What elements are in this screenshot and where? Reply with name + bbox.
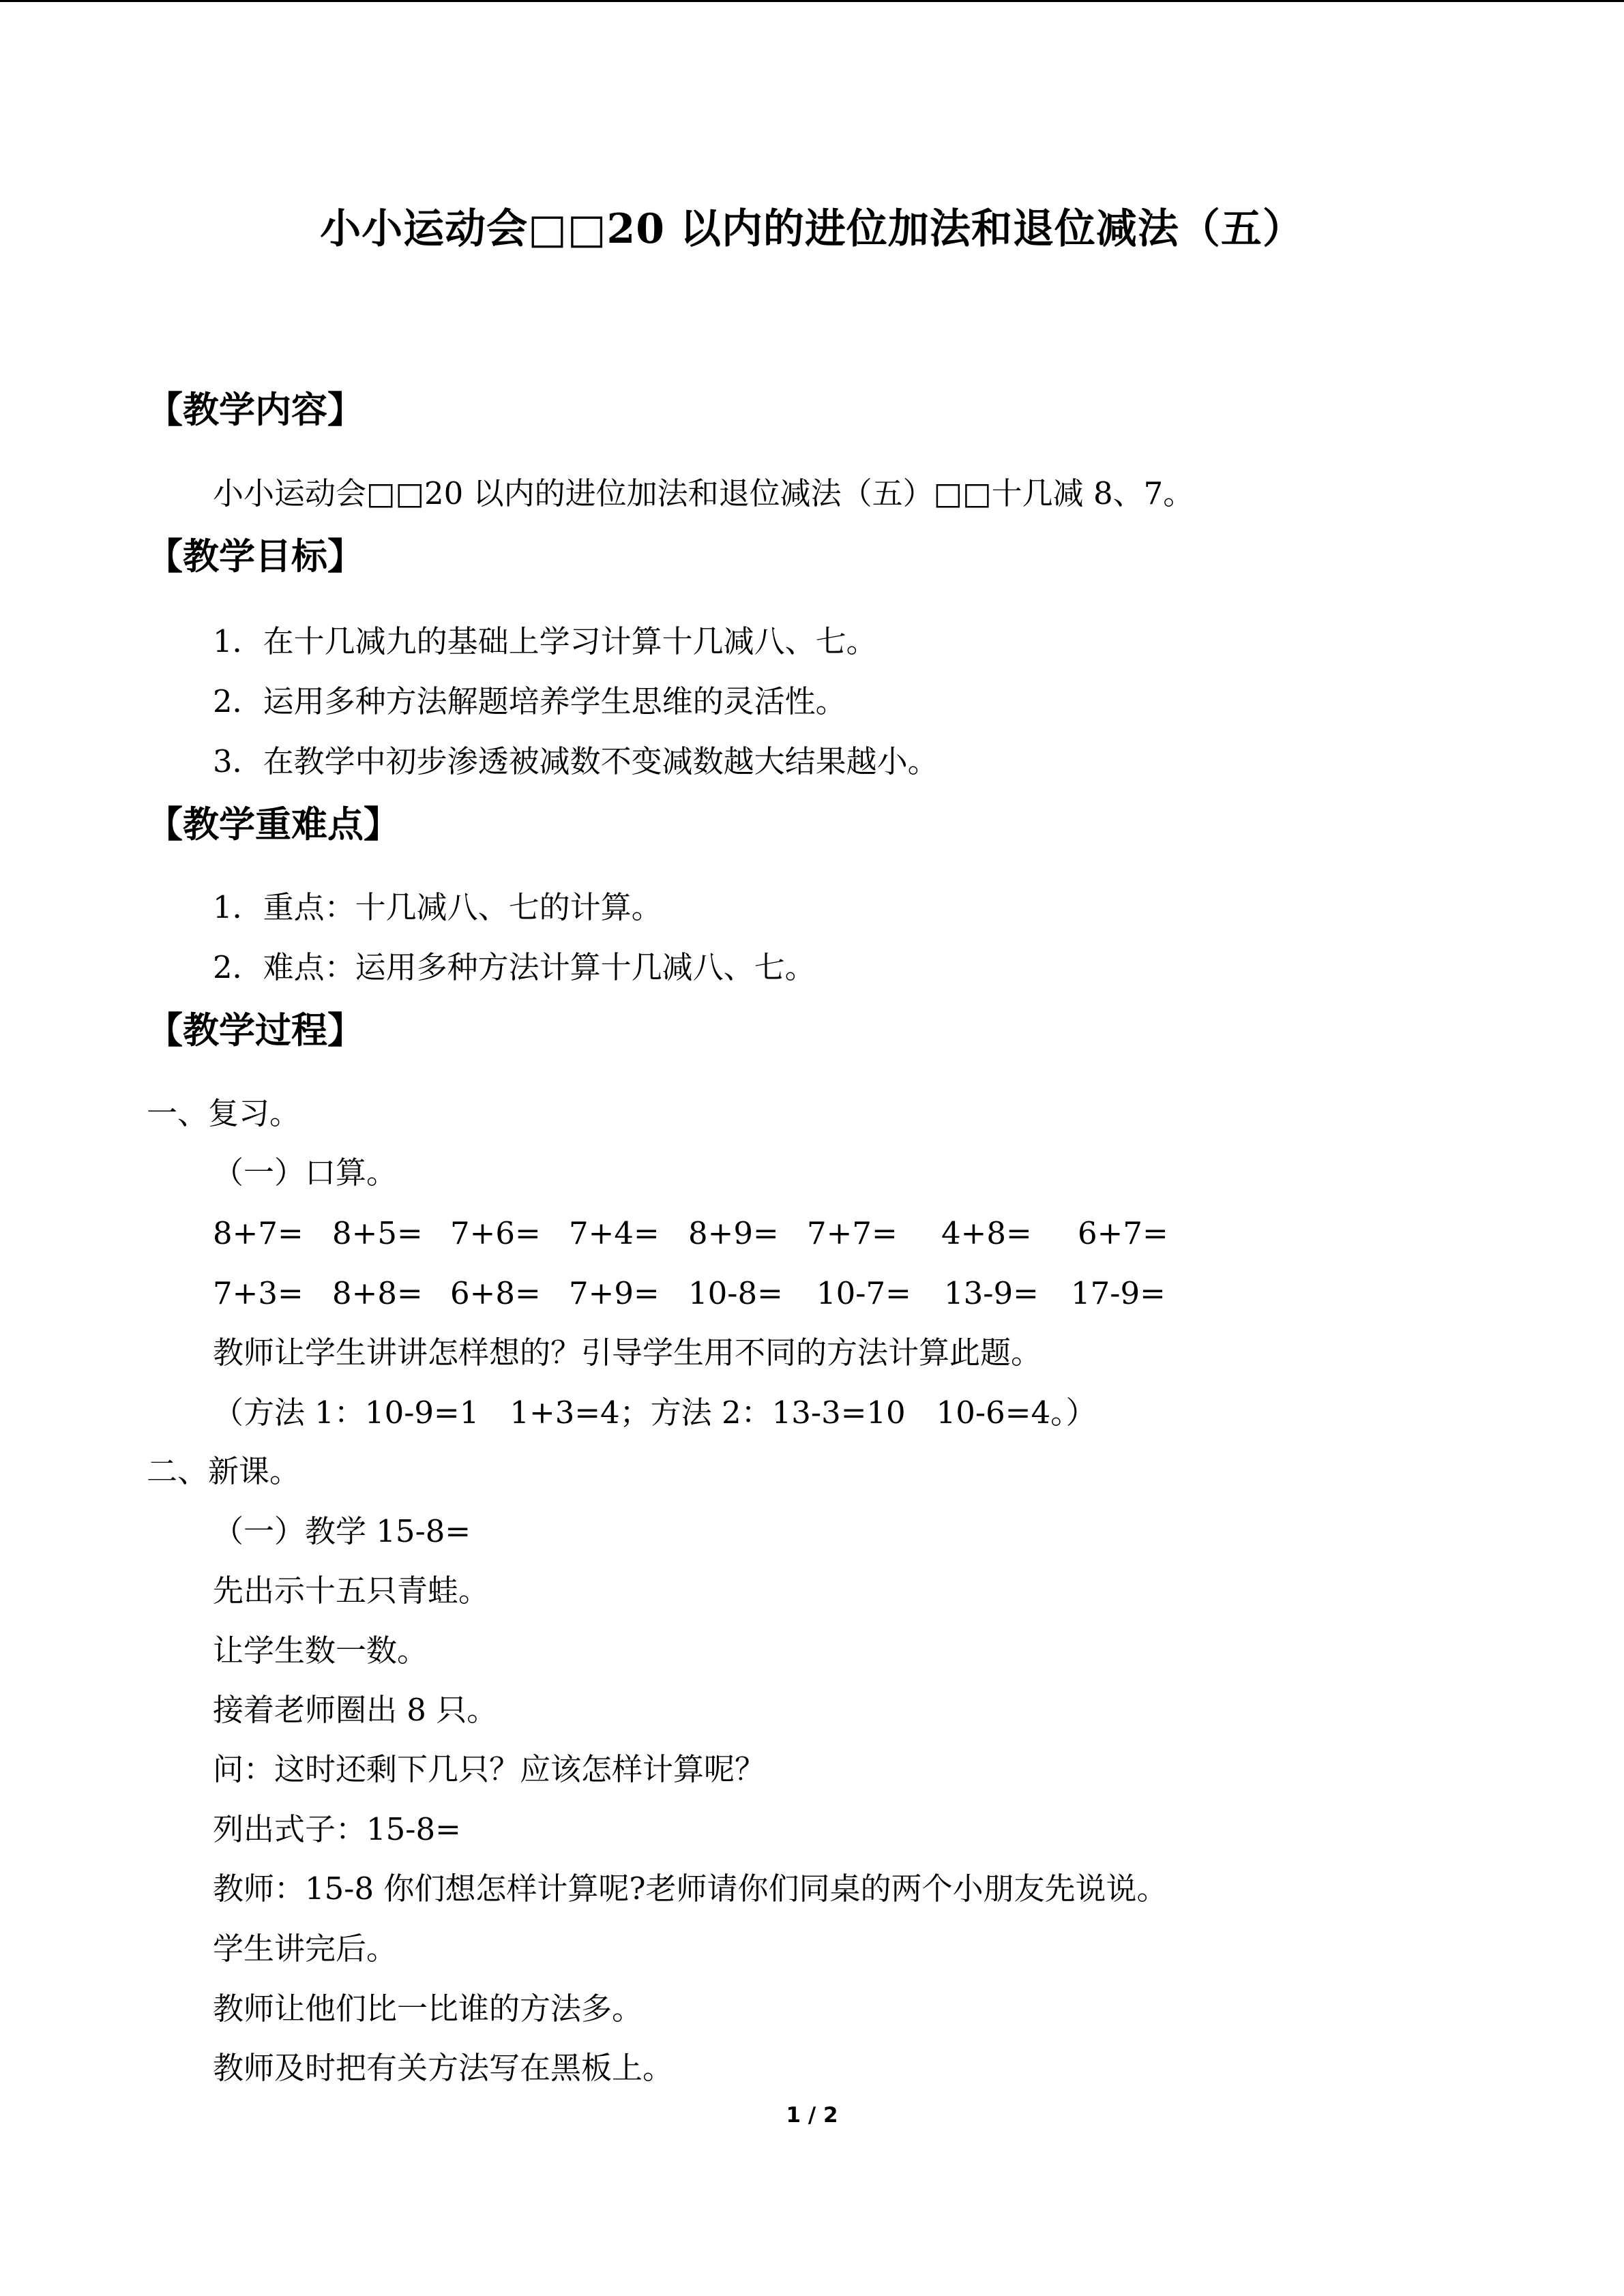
math-problem: 10-7= <box>816 1275 911 1311</box>
new-lesson-line: 教师：15-8 你们想怎样计算呢?老师请你们同桌的两个小朋友先说说。 <box>213 1870 1168 1907</box>
top-border-line <box>0 0 1624 2</box>
section-heading-goals: 【教学目标】 <box>147 535 364 578</box>
math-problem: 6+7= <box>1078 1215 1168 1251</box>
new-lesson-line: 先出示十五只青蛙。 <box>213 1572 490 1609</box>
mental-math-row-2 <box>213 1275 1236 1316</box>
document-title: 小小运动会□□20 以内的进位加法和退位减法（五） <box>320 205 1304 253</box>
section-heading-key-points: 【教学重难点】 <box>147 803 400 846</box>
goal-item-1: 1．在十几减九的基础上学习计算十几减八、七。 <box>213 623 877 659</box>
new-lesson-label: 二、新课。 <box>147 1453 301 1489</box>
review-label: 一、复习。 <box>147 1095 301 1131</box>
goal-item-3: 3．在教学中初步渗透被减数不变减数越大结果越小。 <box>213 743 939 779</box>
goal-item-2: 2．运用多种方法解题培养学生思维的灵活性。 <box>213 683 846 719</box>
math-problem: 7+7= <box>807 1215 898 1251</box>
new-lesson-line: 教师让他们比一比谁的方法多。 <box>213 1991 643 2027</box>
section-heading-process: 【教学过程】 <box>147 1009 364 1052</box>
key-point-item-1: 1．重点：十几减八、七的计算。 <box>213 889 662 925</box>
content-text: 小小运动会□□20 以内的进位加法和退位减法（五）□□十几减 8、7。 <box>213 475 1194 511</box>
page-number: 1 / 2 <box>786 2103 838 2128</box>
math-problem: 7+9= <box>569 1275 660 1311</box>
math-problem: 10-8= <box>688 1275 783 1311</box>
math-problem: 8+7= <box>213 1215 304 1251</box>
math-problem: 7+6= <box>450 1215 541 1251</box>
new-lesson-line: （一）教学 15-8= <box>213 1513 471 1549</box>
review-sub-label: （一）口算。 <box>213 1154 398 1191</box>
new-lesson-line: 学生讲完后。 <box>213 1930 398 1967</box>
new-lesson-line: 教师及时把有关方法写在黑板上。 <box>213 2050 674 2086</box>
section-heading-content: 【教学内容】 <box>147 389 364 431</box>
new-lesson-line: 列出式子：15-8= <box>213 1811 461 1847</box>
mental-math-row-1 <box>213 1215 1236 1256</box>
new-lesson-line: 问：这时还剩下几只？应该怎样计算呢？ <box>213 1751 766 1787</box>
key-point-item-2: 2．难点：运用多种方法计算十几减八、七。 <box>213 949 816 985</box>
new-lesson-line: 接着老师圈出 8 只。 <box>213 1692 498 1728</box>
new-lesson-line: 让学生数一数。 <box>213 1632 428 1669</box>
math-problem: 17-9= <box>1071 1275 1166 1311</box>
math-problem: 13-9= <box>944 1275 1039 1311</box>
math-problem: 4+8= <box>941 1215 1032 1251</box>
review-instruction: 教师让学生讲讲怎样想的？引导学生用不同的方法计算此题。 <box>213 1335 1042 1371</box>
math-problem: 8+9= <box>688 1215 779 1251</box>
math-problem: 7+3= <box>213 1275 304 1311</box>
review-methods: （方法 1：10-9=1 1+3=4；方法 2：13-3=10 10-6=4。） <box>213 1395 1097 1431</box>
math-problem: 8+8= <box>332 1275 423 1311</box>
math-problem: 6+8= <box>450 1275 541 1311</box>
math-problem: 8+5= <box>332 1215 423 1251</box>
math-problem: 7+4= <box>569 1215 660 1251</box>
